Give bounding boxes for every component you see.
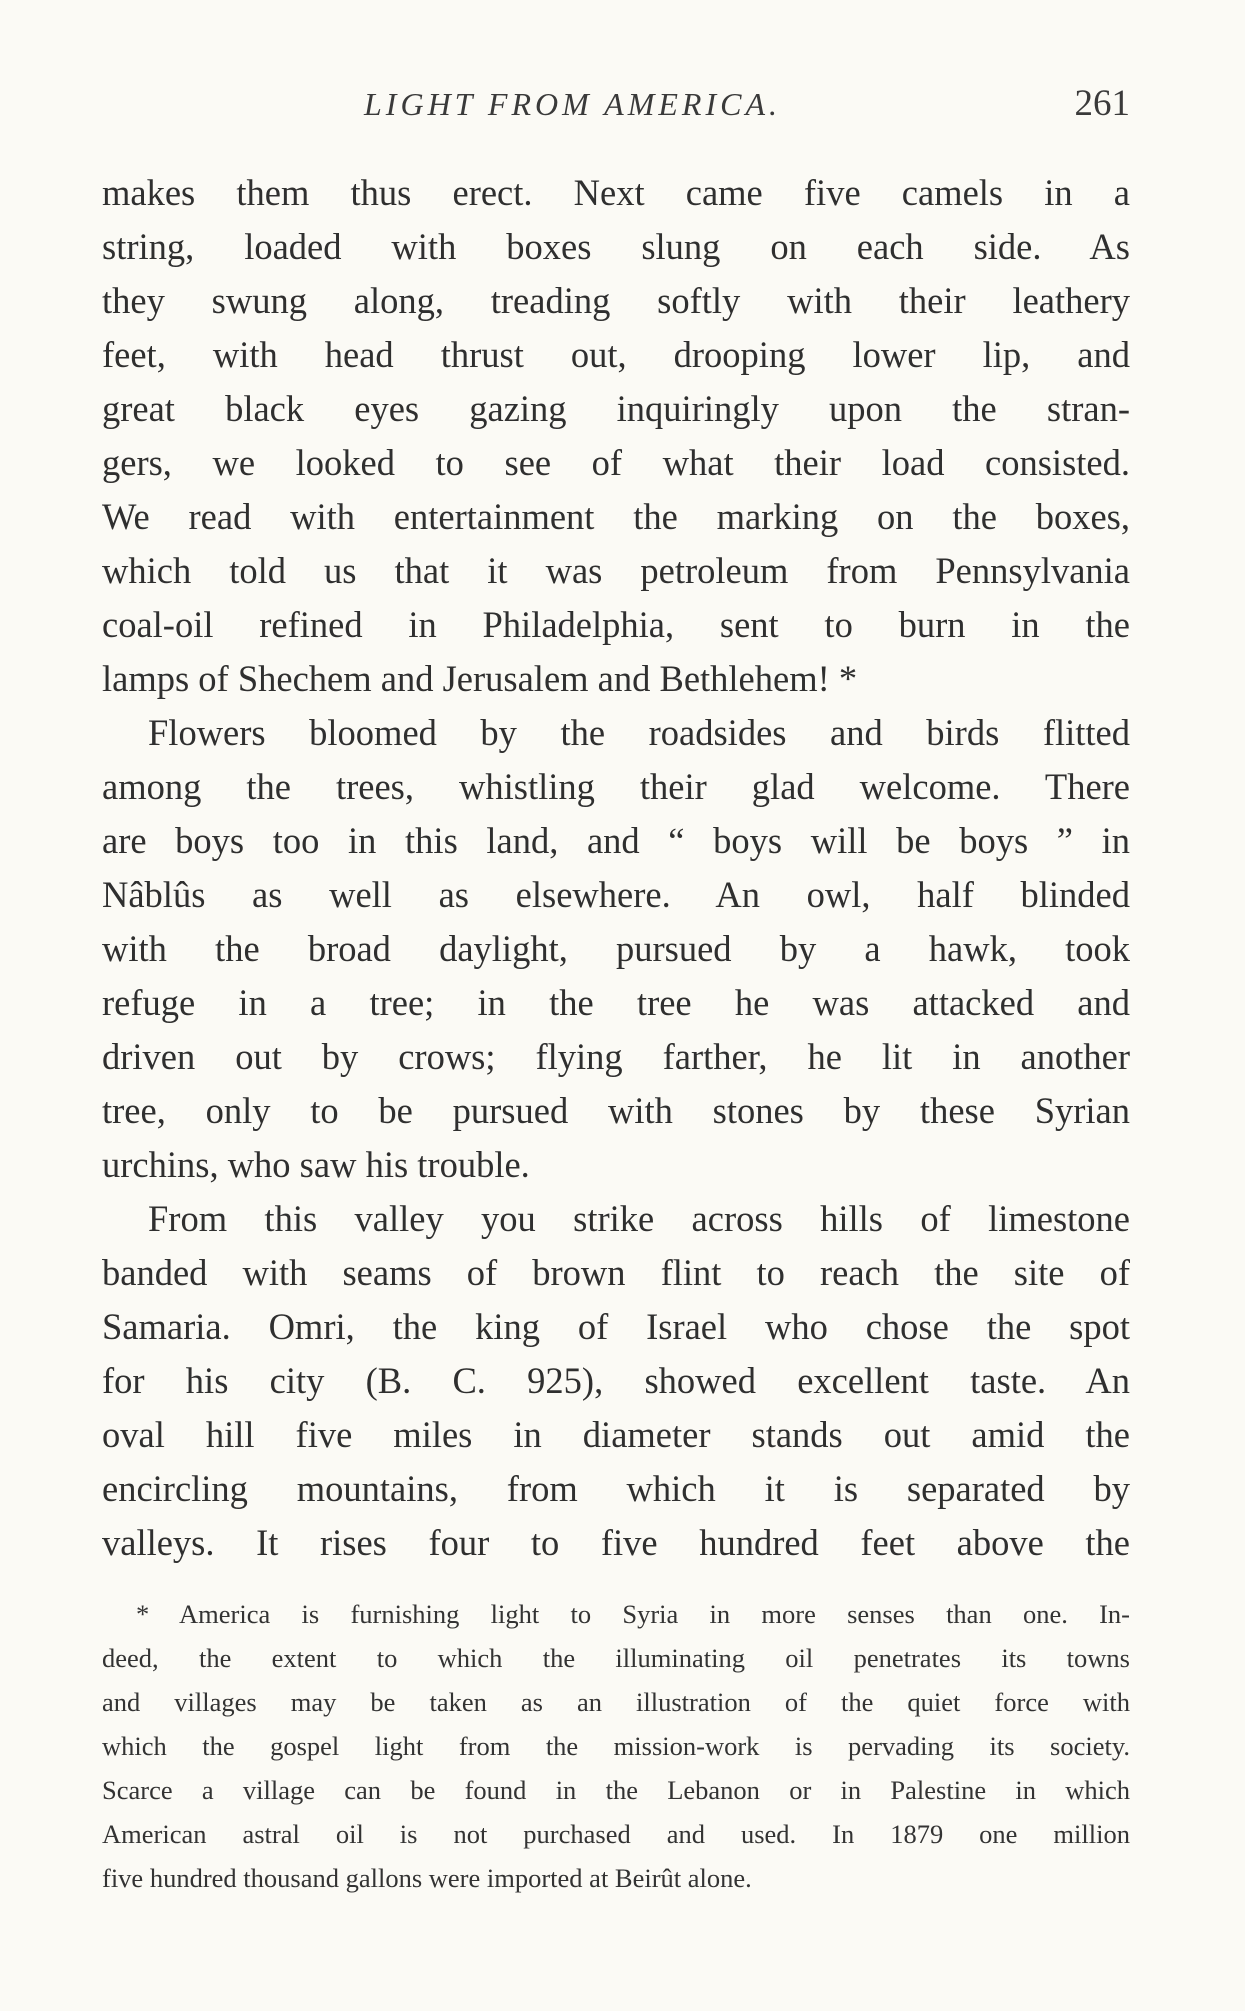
running-head: [102, 83, 1130, 136]
text-line: Flowers bloomed by the roadsides and birds flitted: [148, 712, 1130, 753]
text-line: they swung along, treading softly with their leathery: [102, 280, 1130, 321]
footnote-line: and villages may be taken as an illustration of the quiet force with: [102, 1687, 1130, 1717]
running-title: LIGHT FROM AMERICA.: [364, 86, 782, 122]
text-line: with the broad daylight, pursued by a hawk, took: [102, 928, 1130, 969]
footnote-line: five hundred thousand gallons were imported at Beirût alone.: [102, 1863, 752, 1893]
text-line: lamps of Shechem and Jerusalem and Bethlehem! *: [102, 658, 858, 699]
text-line: Samaria. Omri, the king of Israel who chose the spot: [102, 1306, 1130, 1347]
text-line: which told us that it was petroleum from Pennsylvania: [102, 550, 1130, 591]
text-line: tree, only to be pursued with stones by these Syrian: [102, 1090, 1130, 1131]
text-line: We read with entertainment the marking on the boxes,: [102, 496, 1130, 537]
footnote-line: Scarce a village can be found in the Lebanon or in Palestine in which: [102, 1775, 1130, 1805]
text-line: From this valley you strike across hills of limestone: [148, 1198, 1130, 1239]
text-line: coal-oil refined in Philadelphia, sent to burn in the: [102, 604, 1130, 645]
footnote-line: deed, the extent to which the illuminating oil penetrates its towns: [102, 1643, 1130, 1673]
text-line: feet, with head thrust out, drooping lower lip, and: [102, 334, 1130, 375]
text-line: encircling mountains, from which it is separated by: [102, 1468, 1130, 1509]
text-line: string, loaded with boxes slung on each side. As: [102, 226, 1130, 267]
text-line: for his city (B. C. 925), showed excellent taste. An: [102, 1360, 1130, 1401]
text-line: among the trees, whistling their glad welcome. There: [102, 766, 1130, 807]
text-line: driven out by crows; flying farther, he lit in another: [102, 1036, 1130, 1077]
body-text: [102, 166, 1130, 1570]
text-line: makes them thus erect. Next came five camels in a: [102, 172, 1130, 213]
text-line: Nâblûs as well as elsewhere. An owl, half blinded: [102, 874, 1130, 915]
text-line: are boys too in this land, and “ boys will be boys ” in: [102, 820, 1130, 861]
footnote: [102, 1592, 1130, 1900]
footnote-line: which the gospel light from the mission-work is pervading its society.: [102, 1731, 1130, 1761]
text-line: great black eyes gazing inquiringly upon the stran-: [102, 388, 1130, 429]
page-number: 261: [1074, 83, 1130, 124]
text-line: urchins, who saw his trouble.: [102, 1144, 530, 1185]
footnote-line: American astral oil is not purchased and used. In 1879 one million: [102, 1819, 1130, 1849]
text-line: oval hill five miles in diameter stands out amid the: [102, 1414, 1130, 1455]
text-line: banded with seams of brown flint to reach the site of: [102, 1252, 1130, 1293]
text-line: refuge in a tree; in the tree he was attacked and: [102, 982, 1130, 1023]
text-line: valleys. It rises four to five hundred feet above the: [102, 1522, 1130, 1563]
footnote-line: * America is furnishing light to Syria in more senses than one. In-: [136, 1599, 1130, 1629]
text-line: gers, we looked to see of what their load consisted.: [102, 442, 1130, 483]
